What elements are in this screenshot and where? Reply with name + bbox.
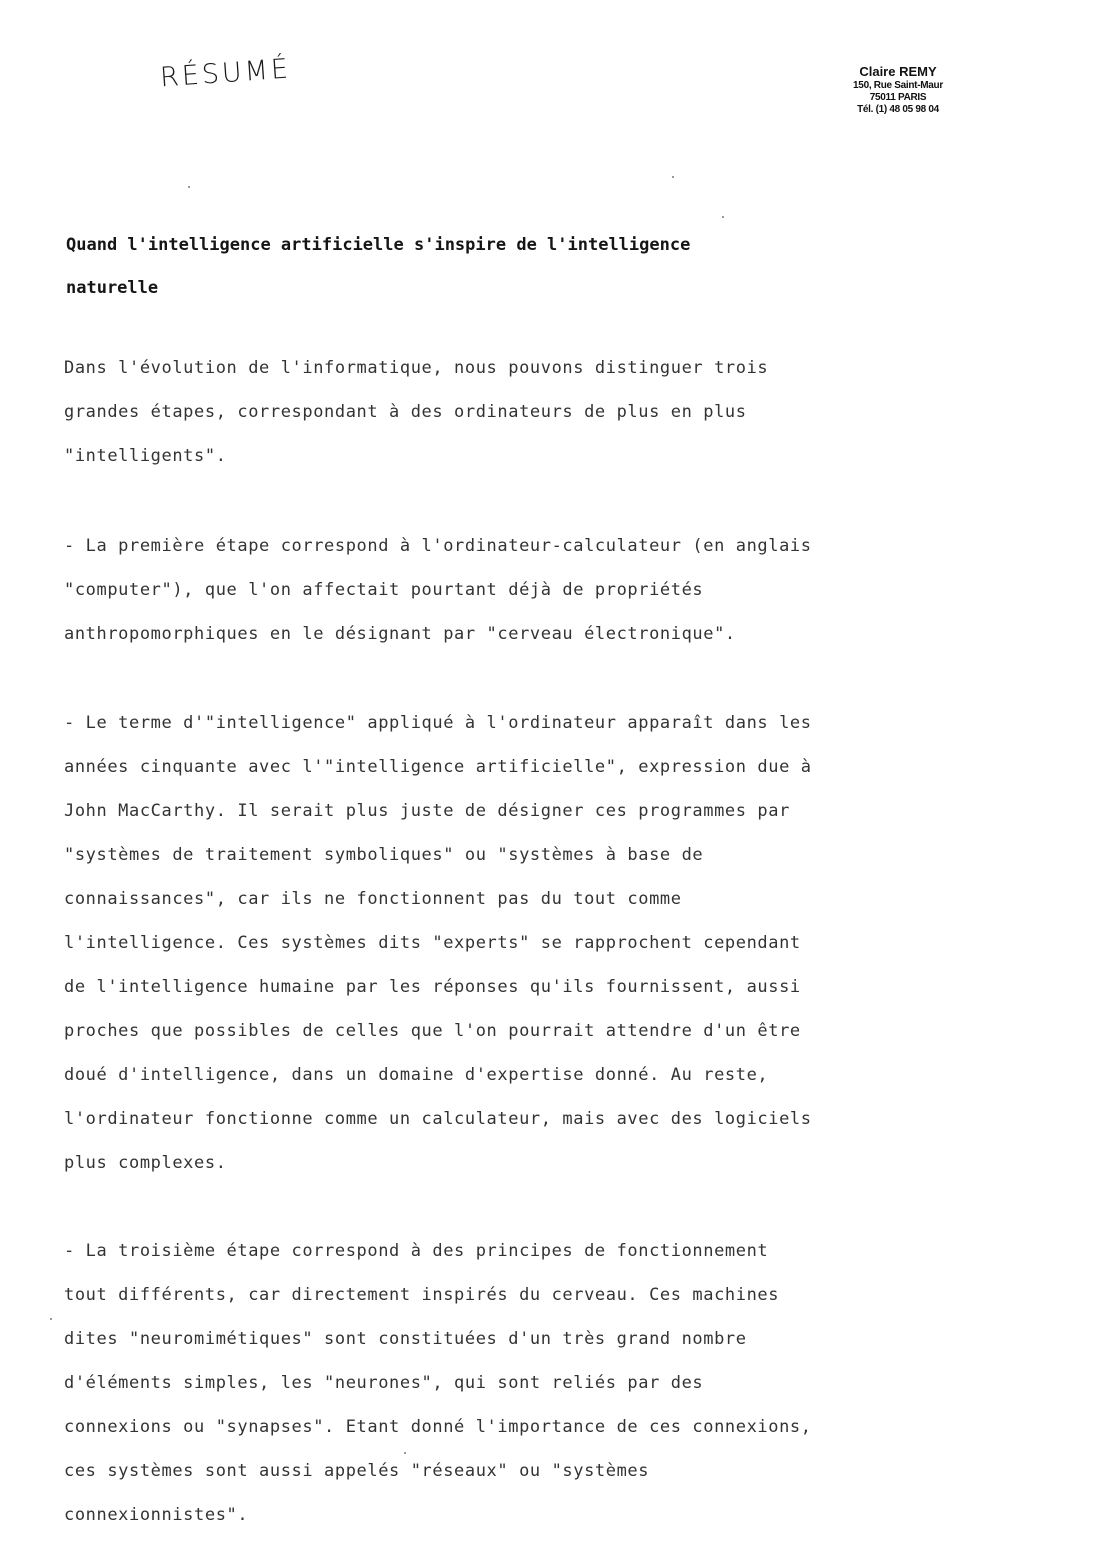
paragraph-intro: Dans l'évolution de l'informatique, nous pouvons distinguer trois grandes étapes, correspondant à des ordinateurs de plus en plus "intelligents". (64, 358, 769, 466)
handwritten-note: RÉSUMÉ (159, 53, 292, 94)
scan-speck (50, 1318, 52, 1320)
document-title (66, 224, 966, 310)
address-stamp (818, 64, 978, 116)
stamp-street: 150, Rue Saint-Maur (853, 79, 943, 91)
paragraph-third-stage: - La troisième étape correspond à des principes de fonctionnement tout différents, car directement inspirés du cerveau. Ces machines dites "neuromimétiques" sont constituées d'un très grand nombre d'éléments simples, les "neurones", qui sont reliés par des connexions ou "synapses". Etant donné l'importance de ces connexions, ces systèmes sont aussi appelés "réseaux" ou "systèmes connexionnistes". (64, 1241, 812, 1525)
stamp-name: Claire REMY (859, 64, 937, 79)
title-text: Quand l'intelligence artificielle s'inspire de l'intelligence naturelle (66, 235, 691, 298)
scan-speck (722, 216, 724, 218)
stamp-city: 75011 PARIS (869, 91, 927, 103)
paragraph-second-stage: - Le terme d'"intelligence" appliqué à l'ordinateur apparaît dans les années cinquante avec l'"intelligence artificielle", expression due à John MacCarthy. Il serait plus juste de désigner ces programmes par "systèmes de traitement symboliques" ou "systèmes à base de connaissances", car ils ne fonctionnent pas du tout comme l'intelligence. Ces systèmes dits "experts" se rapprochent cependant de l'intelligence humaine par les réponses qu'ils fournissent, aussi proches que possibles de celles que l'on pourrait attendre d'un être doué d'intelligence, dans un domaine d'expertise donné. Au reste, l'ordinateur fonctionne comme un calculateur, mais avec des logiciels plus complexes. (64, 713, 812, 1173)
scan-speck (188, 186, 190, 188)
scan-speck (404, 1452, 406, 1454)
stamp-phone: Tél. (1) 48 05 98 04 (857, 103, 939, 115)
scan-speck (672, 176, 674, 178)
paragraph-first-stage: - La première étape correspond à l'ordinateur-calculateur (en anglais "computer"), que l'on affectait pourtant déjà de propriétés anthropomorphiques en le désignant par "cerveau électronique". (64, 536, 812, 644)
